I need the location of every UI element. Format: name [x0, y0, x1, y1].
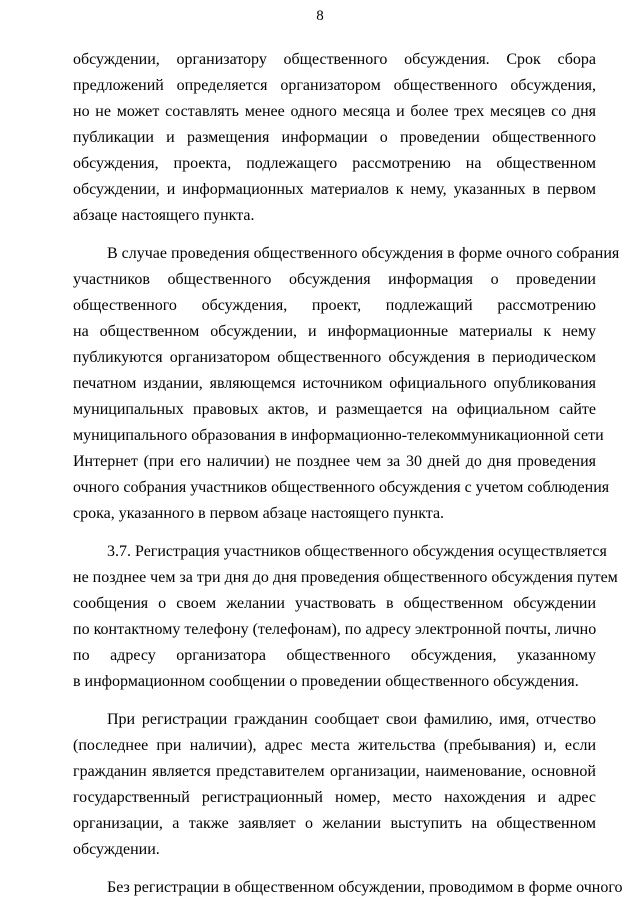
text-line: При регистрации гражданин сообщает свои фамилию, имя, отчество [107, 711, 596, 728]
paragraph-section-3-7 [73, 539, 618, 695]
text-line: обсуждения, проекта, подлежащего рассмотрению на общественном [73, 155, 596, 172]
text-line: обсуждении, организатору общественного обсуждения. Срок сбора [73, 51, 596, 68]
text-line: общественного обсуждения, проект, подлежащий рассмотрению [73, 297, 596, 314]
text-line: предложений определяется организатором общественного обсуждения, [73, 77, 596, 94]
text-line: абзаце настоящего пункта. [73, 207, 255, 224]
text-line: очного собрания участников общественного обсуждения с учетом соблюдения [73, 479, 610, 496]
text-line: на общественном обсуждении, и информационные материалы к нему [73, 323, 596, 340]
text-line: участников общественного обсуждения информация о проведении [73, 271, 596, 288]
text-line: сообщения о своем желании участвовать в общественном обсуждении [73, 595, 596, 612]
paragraph-continuation [73, 47, 596, 229]
text-line: государственный регистрационный номер, место нахождения и адрес [73, 789, 596, 806]
text-line: но не может составлять менее одного месяца и более трех месяцев со дня [73, 103, 596, 120]
paragraph-without-registration [73, 875, 623, 901]
text-line: обсуждении, и информационных материалов к нему, указанных в первом [73, 181, 596, 198]
text-line: печатном издании, являющемся источником официального опубликования [73, 375, 596, 392]
text-line: 3.7. Регистрация участников общественного обсуждения осуществляется [107, 543, 607, 560]
paragraph-in-person-meeting [73, 241, 620, 527]
text-line: публикации и размещения информации о проведении общественного [73, 129, 596, 146]
text-line: муниципального образования в информационно-телекоммуникационной сети [73, 427, 604, 444]
text-line: гражданин является представителем организации, наименование, основной [73, 763, 596, 780]
text-line: в информационном сообщении о проведении общественного обсуждения. [73, 673, 579, 690]
text-line: срока, указанного в первом абзаце настоящего пункта. [73, 505, 445, 522]
text-line: не позднее чем за три дня до дня проведения общественного обсуждения путем [73, 569, 618, 586]
text-line: муниципальных правовых актов, и размещается на официальном сайте [73, 401, 596, 418]
text-line: В случае проведения общественного обсуждения в форме очного собрания [107, 245, 620, 262]
text-line: обсуждении. [73, 841, 160, 858]
text-line: по адресу организатора общественного обсуждения, указанному [73, 647, 596, 664]
paragraph-registration-details [73, 707, 596, 863]
text-line: Без регистрации в общественном обсуждении, проводимом в форме очного [107, 879, 623, 896]
text-line: публикуются организатором общественного обсуждения в периодическом [73, 349, 596, 366]
text-line: (последнее при наличии), адрес места жительства (пребывания) и, если [73, 737, 596, 754]
page-number: 8 [316, 8, 324, 24]
text-line: по контактному телефону (телефонам), по адресу электронной почты, лично [73, 621, 597, 638]
document-body [73, 47, 623, 913]
text-line: Интернет (при его наличии) не позднее чем за 30 дней до дня проведения [73, 453, 596, 470]
text-line: организации, а также заявляет о желании выступить на общественном [73, 815, 596, 832]
